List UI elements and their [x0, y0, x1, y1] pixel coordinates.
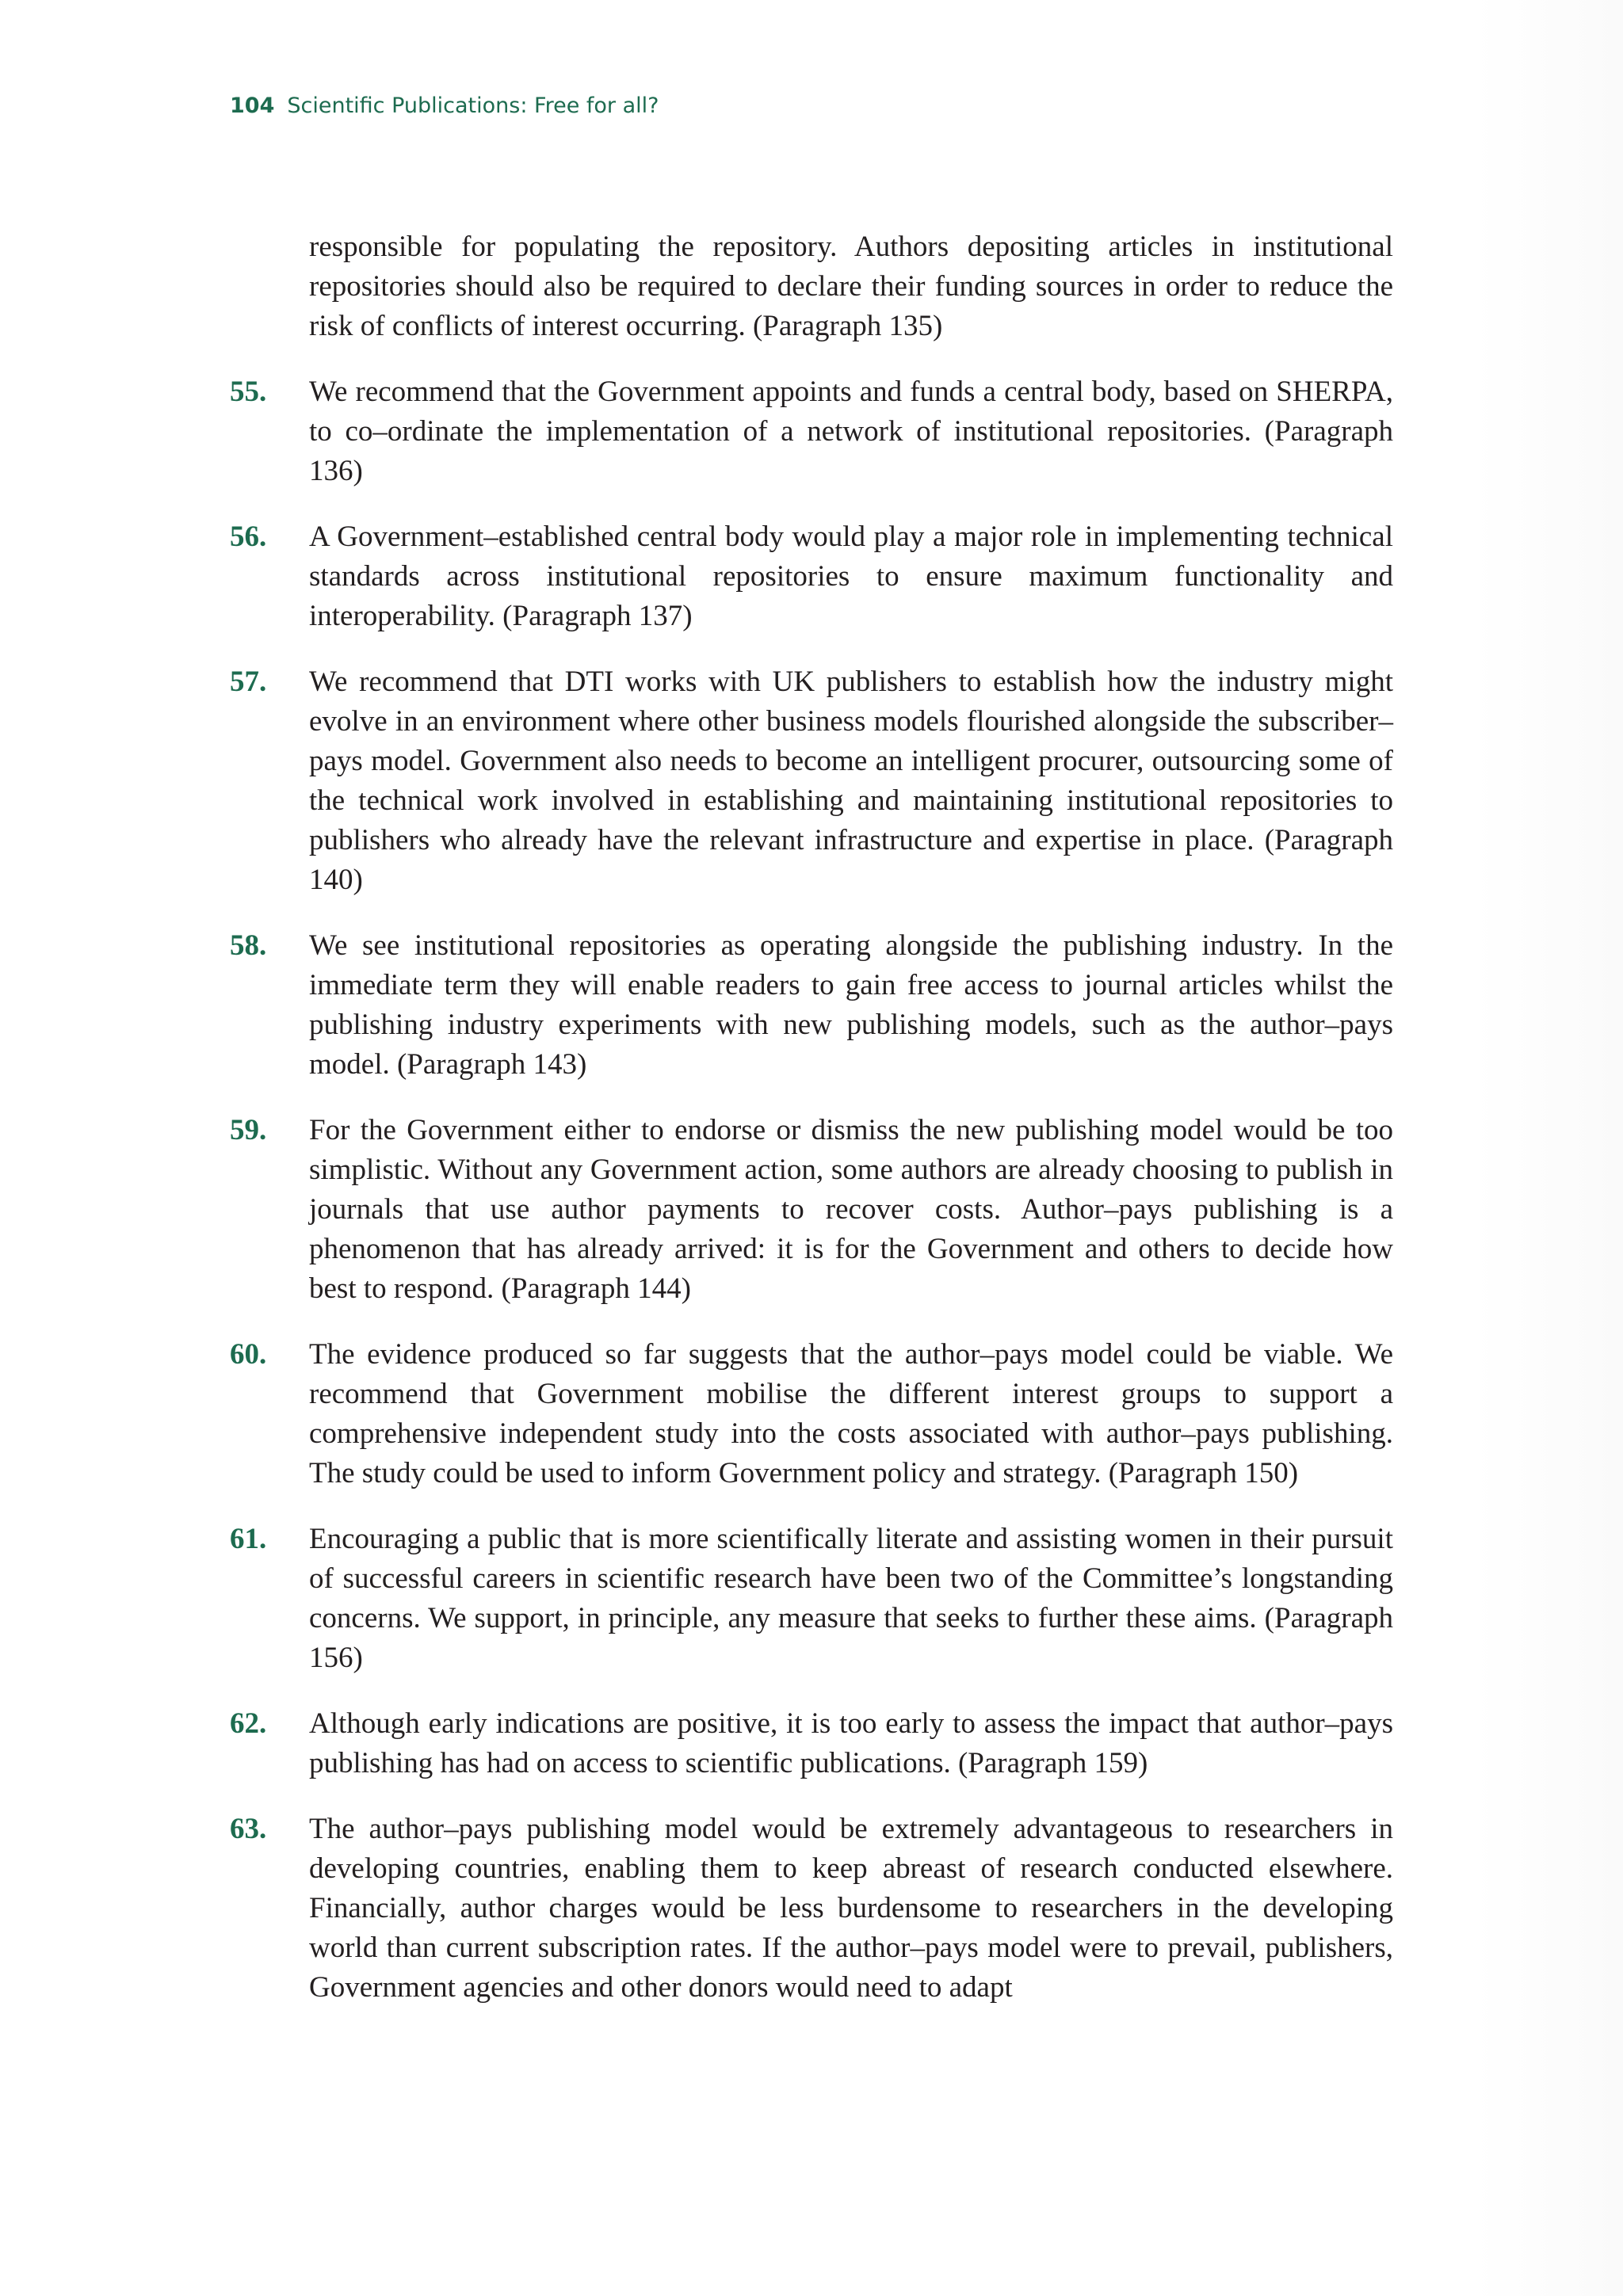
numbered-paragraph-60 — [230, 1335, 1393, 1493]
numbered-paragraph-62 — [230, 1704, 1393, 1783]
paragraph-text: responsible for populating the repository. Authors depositing articles in institutional repositories should also be required to declare their funding sources in order to reduce the risk of conflicts of interest occurring. (Paragraph 135) — [309, 231, 1393, 342]
numbered-paragraph-57 — [230, 662, 1393, 900]
numbered-paragraph-59 — [230, 1111, 1393, 1309]
paragraph-number: 60. — [230, 1338, 267, 1371]
paragraph-text: We see institutional repositories as operating alongside the publishing industry. In the immediate term they will enable readers to gain free access to journal articles whilst the publishing industry experiments with new publishing models, such as the author–pays model. (Paragraph 143) — [309, 929, 1393, 1081]
paragraph-number: 61. — [230, 1523, 267, 1555]
paragraph-number: 62. — [230, 1707, 267, 1740]
paragraph-number: 59. — [230, 1114, 267, 1146]
paragraph-number: 55. — [230, 376, 267, 408]
continuation-paragraph — [230, 227, 1393, 346]
paragraph-text: A Government–established central body would play a major role in implementing technical standards across institutional repositories to ensure maximum functionality and interoperability. (Paragraph 137) — [309, 521, 1393, 632]
numbered-paragraph-58 — [230, 926, 1393, 1085]
page-edge-shade — [1474, 0, 1623, 2296]
numbered-paragraph-56 — [230, 517, 1393, 636]
paragraph-text: We recommend that DTI works with UK publishers to establish how the industry might evolve in an environment where other business models flourished alongside the subscriber–pays model. Government also needs to become an intelligent procurer, outsourcing some of the technical work involved in establishing and maintaining institutional repositories to publishers who already have the relevant infrastructure and expertise in place. (Paragraph 140) — [309, 666, 1393, 896]
page-number: 104 — [230, 93, 275, 118]
paragraph-text: For the Government either to endorse or dismiss the new publishing model would be too simplistic. Without any Government action, some authors are already choosing to publish in journals that use author payments to recover costs. Author–pays publishing is a phenomenon that has already arrived: it is for the Government and others to decide how best to respond. (Paragraph 144) — [309, 1114, 1393, 1305]
paragraph-number: 58. — [230, 929, 267, 962]
paragraph-text: Although early indications are positive, it is too early to assess the impact that author–pays publishing has had on access to scientific publications. (Paragraph 159) — [309, 1707, 1393, 1779]
paragraph-text: The author–pays publishing model would be extremely advantageous to researchers in developing countries, enabling them to keep abreast of research conducted elsewhere. Financially, author charges would be less burdensome to researchers in the developing world than current subscription rates. If the author–pays model were to prevail, publishers, Government agencies and other donors would need to adapt — [309, 1813, 1393, 2004]
paragraph-text: The evidence produced so far suggests that the author–pays model could be viable. We recommend that Government mobilise the different interest groups to support a comprehensive independent study into the costs associated with author–pays publishing. The study could be used to inform Government policy and strategy. (Paragraph 150) — [309, 1338, 1393, 1489]
numbered-paragraph-61 — [230, 1520, 1393, 1678]
running-header — [230, 93, 659, 118]
paragraph-text: Encouraging a public that is more scientifically literate and assisting women in their pursuit of successful careers in scientific research have been two of the Committee’s longstanding concerns. We support, in principle, any measure that seeks to further these aims. (Paragraph 156) — [309, 1523, 1393, 1674]
paragraph-number: 57. — [230, 666, 267, 698]
numbered-paragraph-55 — [230, 372, 1393, 491]
numbered-paragraph-63 — [230, 1810, 1393, 2008]
paragraph-number: 63. — [230, 1813, 267, 1845]
page-body — [230, 227, 1393, 2034]
paragraph-number: 56. — [230, 521, 267, 553]
paragraph-text: We recommend that the Government appoints and funds a central body, based on SHERPA, to co–ordinate the implementation of a network of institutional repositories. (Paragraph 136) — [309, 376, 1393, 487]
header-title: Scientific Publications: Free for all? — [287, 93, 659, 118]
